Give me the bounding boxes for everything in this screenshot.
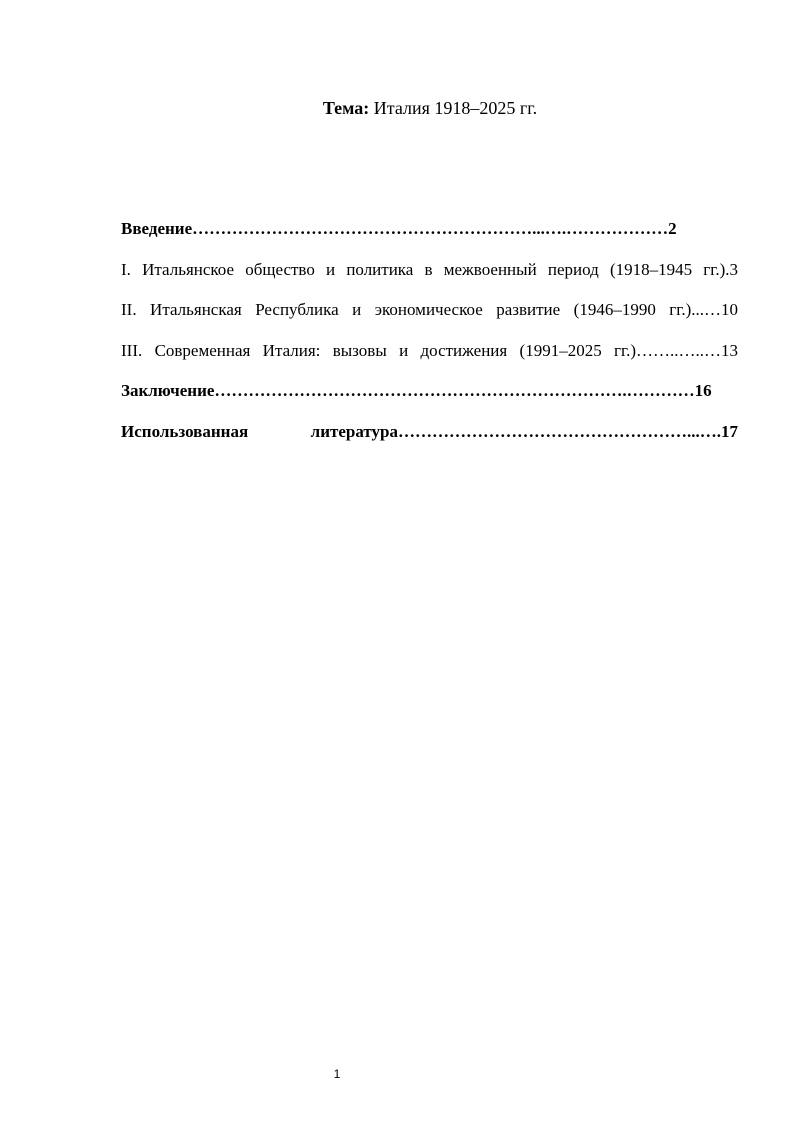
title-text: Италия 1918–2025 гг. <box>369 98 538 118</box>
toc-entry-references <box>121 422 738 463</box>
toc-entry-text: Заключение……………………………………………………………….…………16 <box>121 381 712 400</box>
toc-entry-chapter-1 <box>121 260 738 301</box>
toc-entry-text: I. Итальянское общество и политика в межвоенный период (1918–1945 гг.).3 <box>121 259 738 279</box>
toc-entry-introduction <box>121 219 738 260</box>
toc-entry-conclusion <box>121 381 738 422</box>
toc-entry-text: Использованная литература……………………………………………...….17 <box>121 421 738 441</box>
title-label: Тема: <box>322 98 370 118</box>
toc-entry-chapter-3 <box>121 341 738 382</box>
toc-entry-text: III. Современная Италия: вызовы и достижения (1991–2025 гг.)……..…..…13 <box>121 340 738 360</box>
page-number: 1 <box>333 1067 341 1081</box>
table-of-contents <box>121 219 738 462</box>
document-title <box>0 98 800 119</box>
toc-entry-text: II. Итальянская Республика и экономическое развитие (1946–1990 гг.)...…10 <box>121 300 738 319</box>
toc-entry-chapter-2 <box>121 300 738 341</box>
toc-entry-text: Введение……………………………………………………...….………………2 <box>121 219 677 238</box>
